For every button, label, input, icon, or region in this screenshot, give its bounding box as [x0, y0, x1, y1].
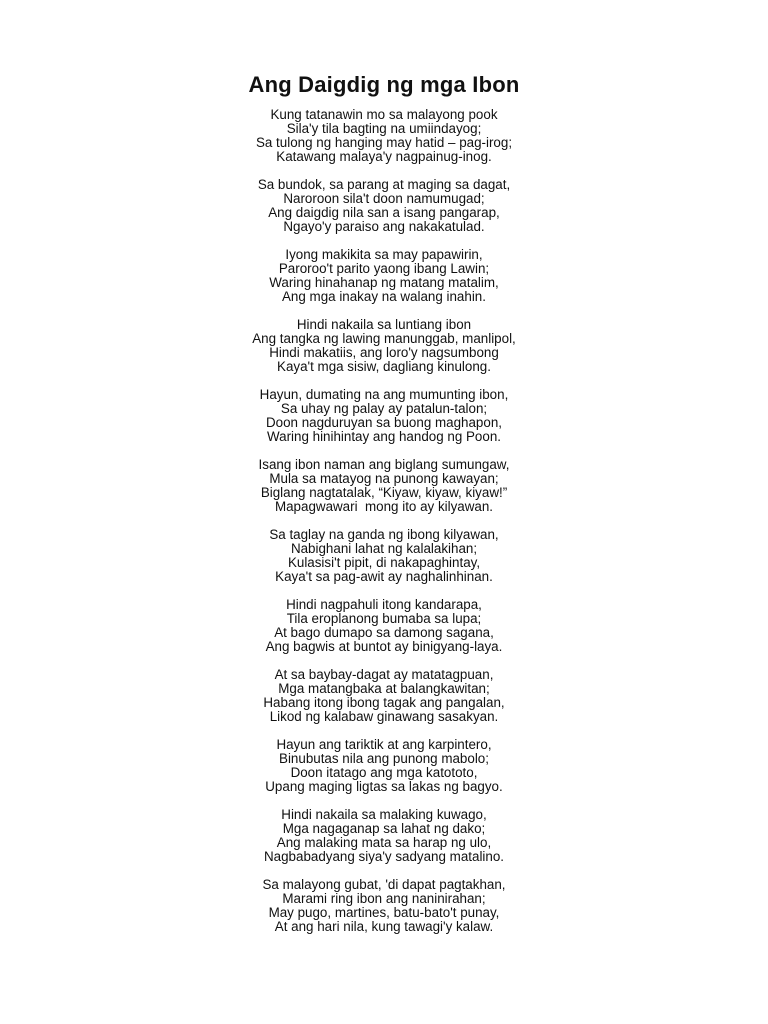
poem-line: Paroroo't parito yaong ibang Lawin; — [278, 261, 490, 276]
poem-line: Likod ng kalabaw ginawang sasakyan. — [269, 709, 499, 724]
poem-line: Isang ibon naman ang biglang sumungaw, — [258, 457, 510, 472]
poem-line: Hindi nagpahuli itong kandarapa, — [286, 597, 482, 612]
poem-title: Ang Daigdig ng mga Ibon — [248, 72, 520, 97]
poem-line: Binubutas nila ang punong mabolo; — [279, 751, 489, 766]
poem-line: Kaya't sa pag-awit ay naghalinhinan. — [275, 569, 493, 584]
poem-line: Sa taglay na ganda ng ibong kilyawan, — [269, 527, 499, 542]
poem-line: Marami ring ibon ang naninirahan; — [282, 891, 486, 906]
poem-line: Katawang malaya'y nagpainug-inog. — [276, 149, 492, 164]
poem-line: Sa uhay ng palay ay patalun-talon; — [280, 401, 488, 416]
poem-line: At sa baybay-dagat ay matatagpuan, — [274, 667, 494, 682]
poem-stanza-7 — [0, 528, 768, 584]
poem-line: Mapagwawari mong ito ay kilyawan. — [274, 499, 494, 514]
poem-line: Tila eroplanong bumaba sa lupa; — [286, 611, 482, 626]
poem-line: Hindi makatiis, ang loro'y nagsumbong — [269, 345, 499, 360]
poem-line: Naroroon sila't doon namumugad; — [283, 191, 485, 206]
poem-body — [0, 108, 768, 948]
poem-stanza-5 — [0, 388, 768, 444]
poem-stanza-11 — [0, 808, 768, 864]
poem-stanza-1 — [0, 108, 768, 164]
poem-stanza-12 — [0, 878, 768, 934]
poem-stanza-3 — [0, 248, 768, 304]
poem-line: Sila'y tila bagting na umiindayog; — [286, 121, 482, 136]
poem-line: Hayun, dumating na ang mumunting ibon, — [259, 387, 509, 402]
poem-line: May pugo, martines, batu-bato't punay, — [268, 905, 500, 920]
poem-line: At ang hari nila, kung tawagi'y kalaw. — [274, 919, 494, 934]
poem-line: Sa malayong gubat, 'di dapat pagtakhan, — [262, 877, 506, 892]
poem-stanza-10 — [0, 738, 768, 794]
poem-line: Ang mga inakay na walang inahin. — [282, 289, 486, 304]
poem-stanza-6 — [0, 458, 768, 514]
poem-line: Iyong makikita sa may papawirin, — [285, 247, 483, 262]
poem-line: Hindi nakaila sa luntiang ibon — [296, 317, 472, 332]
poem-line: Mga nagaganap sa lahat ng dako; — [282, 821, 486, 836]
poem-stanza-9 — [0, 668, 768, 724]
poem-line: Ang daigdig nila san a isang pangarap, — [268, 205, 500, 220]
poem-line: Kulasisi't pipit, di nakapaghintay, — [287, 555, 481, 570]
poem-line: At bago dumapo sa damong sagana, — [274, 625, 494, 640]
poem-stanza-2 — [0, 178, 768, 234]
poem-line: Ngayo'y paraiso ang nakakatulad. — [283, 219, 485, 234]
poem-line: Nabighani lahat ng kalalakihan; — [290, 541, 478, 556]
poem-line: Mula sa matayog na punong kawayan; — [269, 471, 499, 486]
poem-line: Sa bundok, sa parang at maging sa dagat, — [257, 177, 511, 192]
poem-stanza-8 — [0, 598, 768, 654]
poem-line: Ang bagwis at buntot ay binigyang-laya. — [265, 639, 503, 654]
poem-line: Waring hinahanap ng matang matalim, — [269, 275, 499, 290]
poem-line: Ang tangka ng lawing manunggab, manlipol, — [252, 331, 516, 346]
poem-line: Mga matangbaka at balangkawitan; — [278, 681, 490, 696]
poem-line: Waring hinihintay ang handog ng Poon. — [266, 429, 501, 444]
poem-line: Biglang nagtatalak, “Kiyaw, kiyaw, kiyaw!” — [260, 485, 508, 500]
poem-stanza-4 — [0, 318, 768, 374]
poem-line: Doon nagduruyan sa buong maghapon, — [265, 415, 502, 430]
poem-line: Doon itatago ang mga katototo, — [290, 765, 478, 780]
poem-line: Ang malaking mata sa harap ng ulo, — [276, 835, 492, 850]
poem-line: Nagbabadyang siya'y sadyang matalino. — [263, 849, 505, 864]
poem-line: Habang itong ibong tagak ang pangalan, — [263, 695, 505, 710]
poem-line: Sa tulong ng hanging may hatid – pag-irog; — [255, 135, 513, 150]
poem-line: Kung tatanawin mo sa malayong pook — [270, 107, 498, 122]
poem-line: Hindi nakaila sa malaking kuwago, — [281, 807, 487, 822]
poem-line: Upang maging ligtas sa lakas ng bagyo. — [265, 779, 503, 794]
poem-line: Hayun ang tariktik at ang karpintero, — [276, 737, 492, 752]
poem-line: Kaya't mga sisiw, dagliang kinulong. — [277, 359, 491, 374]
